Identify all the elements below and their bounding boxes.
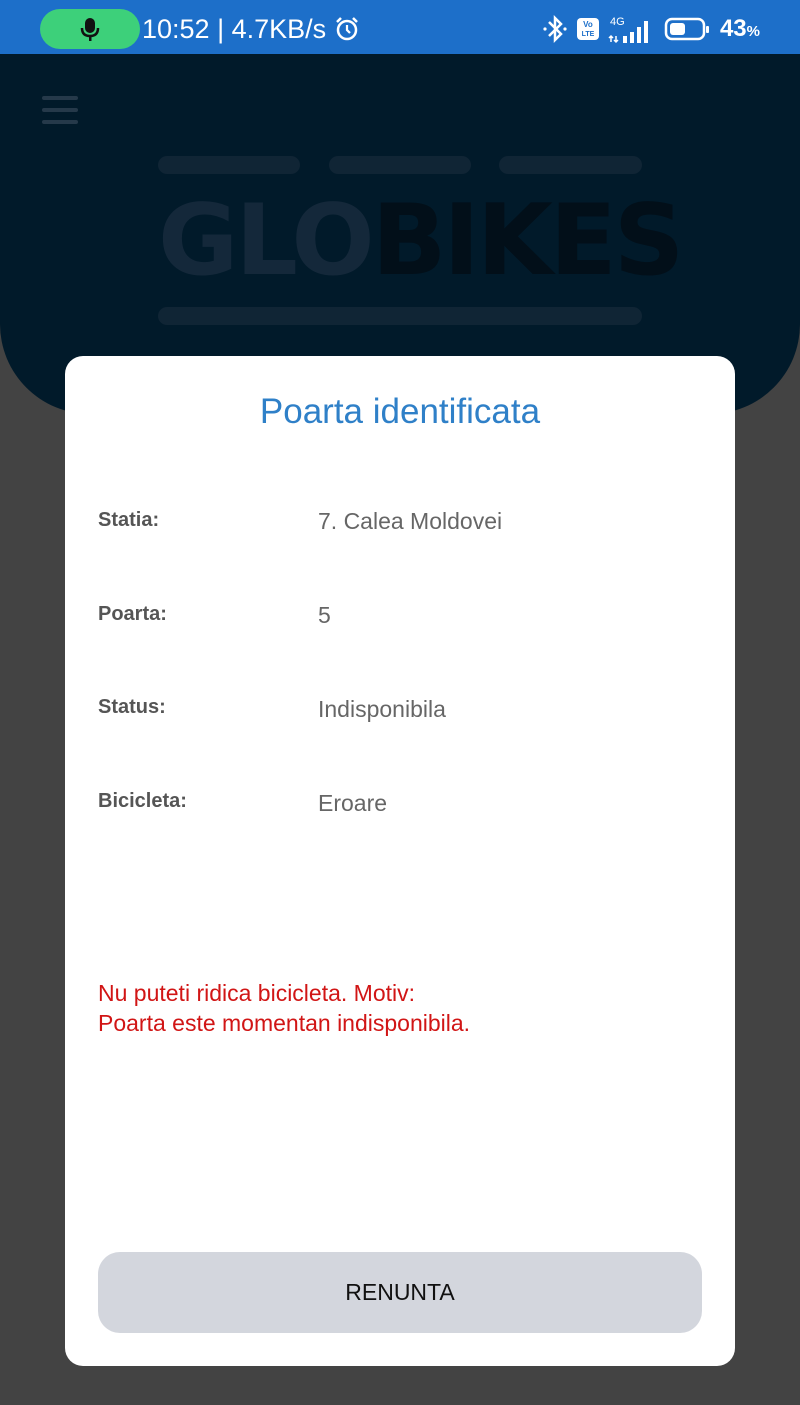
microphone-icon [80,17,100,43]
logo-bar-top-right [499,156,642,174]
bicycle-label: Bicicleta: [98,790,187,812]
svg-text:LTE: LTE [581,31,595,38]
logo-bar-bottom [158,307,642,325]
status-time-speed: 10:52 | 4.7KB/s [142,14,327,44]
hamburger-menu-icon[interactable] [42,96,78,124]
bluetooth-icon [542,14,568,44]
globikes-logo: GLOBIKES [158,184,682,298]
bicycle-value: Eroare [318,790,388,816]
error-line-2: Poarta este momentan indisponibila. [98,1010,471,1036]
battery-icon [664,16,712,42]
status-bar [0,0,800,54]
gate-value: 5 [318,602,331,628]
dialog-title: Poarta identificata [259,392,541,431]
error-message [98,978,698,1038]
status-label: Status: [98,696,166,718]
svg-text:4G: 4G [609,16,625,28]
status-value: Indisponibila [318,696,446,722]
signal-4g-icon [608,14,656,44]
cancel-button[interactable]: RENUNTA [98,1252,702,1333]
station-value: 7. Calea Moldovei [318,508,503,534]
error-line-1: Nu puteti ridica bicicleta. Motiv: [98,980,416,1006]
volte-icon [576,17,600,41]
logo-bar-top-left [158,156,300,174]
mic-indicator[interactable] [40,9,140,49]
gate-label: Poarta: [98,603,167,625]
battery-percent: 43% [719,15,760,42]
station-label: Statia: [98,509,160,531]
logo-bar-top-middle [329,156,471,174]
svg-text:Vo: Vo [583,20,593,29]
alarm-clock-icon [334,16,360,42]
